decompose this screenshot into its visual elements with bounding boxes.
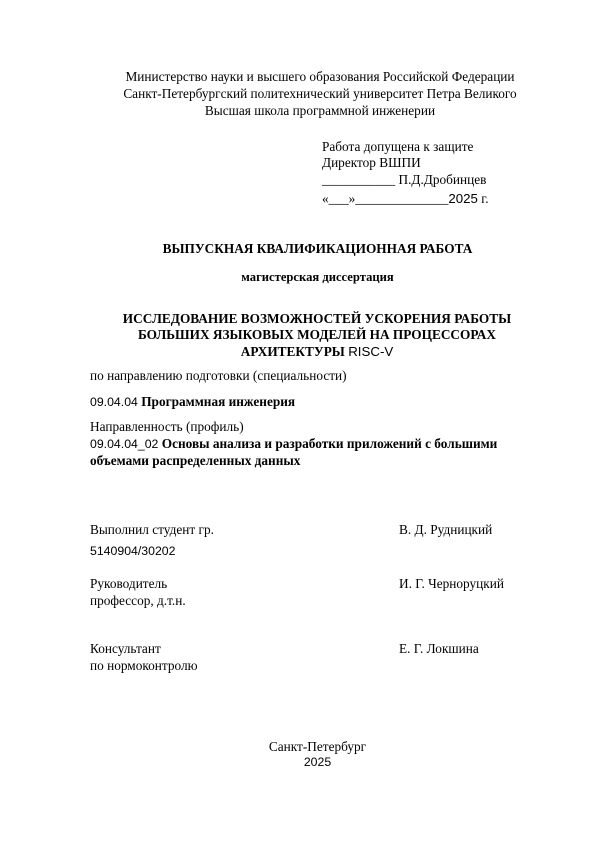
topic-line-3-prefix: АРХИТЕКТУРЫ xyxy=(240,343,345,359)
date-month-blank: ______________ xyxy=(355,191,449,206)
footer-city: Санкт-Петербург xyxy=(268,739,367,754)
topic-architecture: RISC-V xyxy=(348,343,394,359)
consultant-subject: по нормоконтролю xyxy=(90,658,198,673)
student-label: Выполнил студент гр. xyxy=(90,522,214,537)
institution-header xyxy=(40,69,595,119)
document-type-title: ВЫПУСКНАЯ КВАЛИФИКАЦИОННАЯ РАБОТА xyxy=(162,241,473,256)
profile-code-part1: 09.04.04 xyxy=(90,437,138,451)
date-open-quote: « xyxy=(322,191,329,206)
supervisor-label: Руководитель xyxy=(90,576,168,591)
footer-year: 2025 xyxy=(303,755,332,769)
approval-date-line xyxy=(322,190,489,207)
consultant-label: Консультант xyxy=(90,641,161,656)
direction-name: Программная инженерия xyxy=(141,394,296,409)
profile-label: Направленность (профиль) xyxy=(90,419,244,434)
university-line: Санкт-Петербургский политехнический университет Петра Великого xyxy=(123,85,517,101)
topic-line-3 xyxy=(100,344,534,360)
supervisor-title: профессор, д.т.н. xyxy=(90,593,186,608)
signature-blank: ___________ xyxy=(322,172,396,187)
topic-line-2: БОЛЬШИХ ЯЗЫКОВЫХ МОДЕЛЕЙ НА ПРОЦЕССОРАХ xyxy=(137,327,497,343)
profile-name-line-1: Основы анализа и разработки приложений с большими xyxy=(161,436,498,451)
direction-label: по направлению подготовки (специальности) xyxy=(90,368,347,383)
profile-name-line-2: объемами распределенных данных xyxy=(90,453,301,468)
date-year: 2025 xyxy=(448,191,478,206)
school-line: Высшая школа программной инженерии xyxy=(204,102,436,118)
topic-line-1: ИССЛЕДОВАНИЕ ВОЗМОЖНОСТЕЙ УСКОРЕНИЯ РАБОТЫ xyxy=(122,311,512,326)
supervisor-name: И. Г. Черноруцкий xyxy=(399,576,504,591)
direction-code: 09.04.04 xyxy=(90,395,138,409)
date-day-blank: ___ xyxy=(328,191,349,206)
date-close-quote: » xyxy=(348,191,356,206)
approval-admitted: Работа допущена к защите xyxy=(322,139,474,154)
director-name: П.Д.Дробинцев xyxy=(398,172,487,187)
date-suffix: г. xyxy=(477,191,489,206)
profile-code-part2: _02 xyxy=(137,437,159,451)
document-subtitle: магистерская диссертация xyxy=(241,270,394,284)
student-group: 5140904/30202 xyxy=(90,544,176,558)
profile-line-1 xyxy=(90,435,497,453)
thesis-topic xyxy=(100,311,534,360)
approval-director-title: Директор ВШПИ xyxy=(322,155,421,170)
consultant-name: Е. Г. Локшина xyxy=(399,641,479,656)
ministry-line: Министерство науки и высшего образования Российской Федерации xyxy=(125,69,515,84)
student-name: В. Д. Рудницкий xyxy=(399,522,493,537)
direction-line xyxy=(90,393,295,411)
approval-signature-line xyxy=(322,171,486,188)
